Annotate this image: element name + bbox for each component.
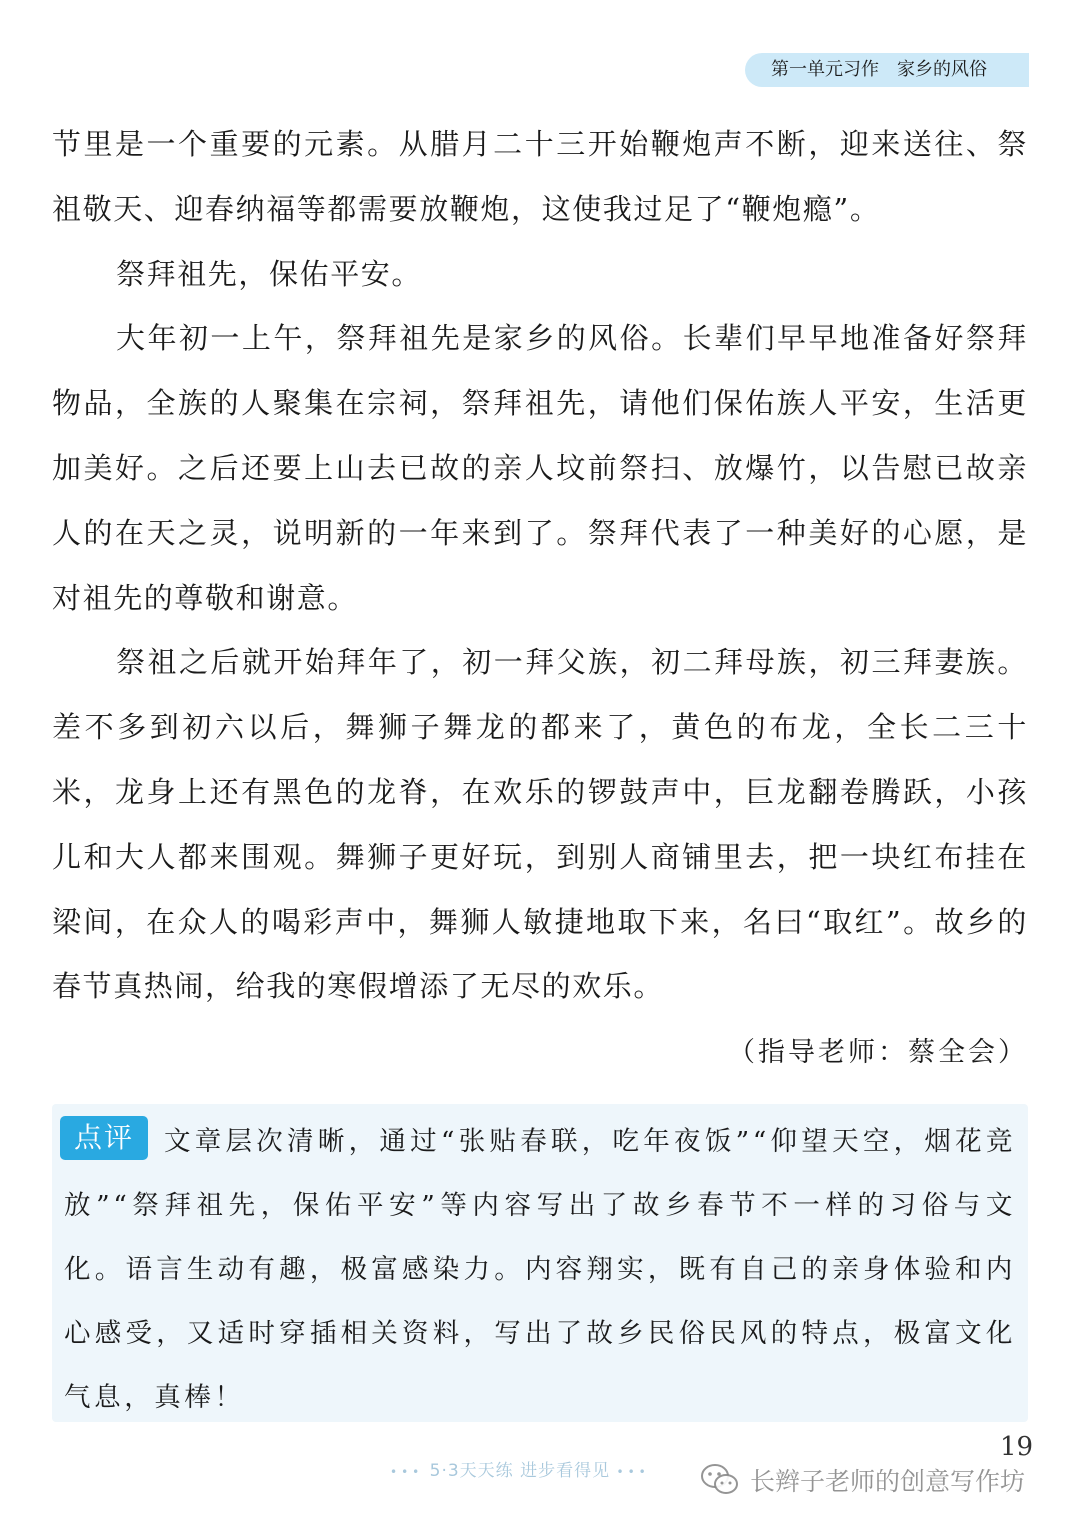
page-number: 19 — [1000, 1432, 1034, 1462]
watermark-text: 长辫子老师的创意写作坊 — [750, 1467, 1026, 1496]
watermark — [700, 1460, 1025, 1500]
footer-slogan-text: 5·3天天练 进步看得见 — [429, 1461, 611, 1481]
footer-slogan — [390, 1456, 650, 1481]
paragraph: 祭拜祖先，保佑平安。 — [116, 256, 423, 291]
review-text: 文章层次清晰，通过“张贴春联，吃年夜饭”“仰望天空，烟花竞放”“祭拜祖先，保佑平安”等内容写出了故乡春节不一样的习俗与文化。语言生动有趣，极富感染力。内容翔实，既有自己的亲身体验和内心感受，又适时穿插相关资料，写出了故乡民俗民风的特点，极富文化气息，真棒！ — [64, 1126, 1016, 1413]
review-tag: 点评 — [60, 1116, 148, 1160]
paragraph: 节里是一个重要的元素。从腊月二十三开始鞭炮声不断，迎来送往、祭祖敬天、迎春纳福等都需要放鞭炮，这使我过足了“鞭炮瘾”。 — [52, 127, 1028, 226]
footer-dots-right: ••• — [616, 1465, 650, 1479]
footer-dots-left: ••• — [390, 1465, 424, 1479]
review-box — [52, 1104, 1028, 1422]
header-unit: 第一单元习作 — [771, 59, 879, 80]
essay-body — [52, 112, 1028, 1019]
paragraph: 大年初一上午，祭拜祖先是家乡的风俗。长辈们早早地准备好祭拜物品，全族的人聚集在宗祠，祭拜祖先，请他们保佑族人平安，生活更加美好。之后还要上山去已故的亲人坟前祭扫、放爆竹，以告慰已故亲人的在天之灵，说明新的一年来到了。祭拜代表了一种美好的心愿，是对祖先的尊敬和谢意。 — [52, 321, 1028, 615]
header-topic: 家乡的风俗 — [897, 59, 987, 80]
teacher-credit: （指导老师：蔡全会） — [728, 1037, 1028, 1068]
wechat-icon — [700, 1463, 740, 1497]
paragraph: 祭祖之后就开始拜年了，初一拜父族，初二拜母族，初三拜妻族。差不多到初六以后，舞狮子舞龙的都来了，黄色的布龙，全长二三十米，龙身上还有黑色的龙脊，在欢乐的锣鼓声中，巨龙翻卷腾跃，小孩儿和大人都来围观。舞狮子更好玩，到别人商铺里去，把一块红布挂在梁间，在众人的喝彩声中，舞狮人敏捷地取下来，名曰“取红”。故乡的春节真热闹，给我的寒假增添了无尽的欢乐。 — [52, 645, 1028, 1004]
header-tab — [745, 53, 1029, 87]
